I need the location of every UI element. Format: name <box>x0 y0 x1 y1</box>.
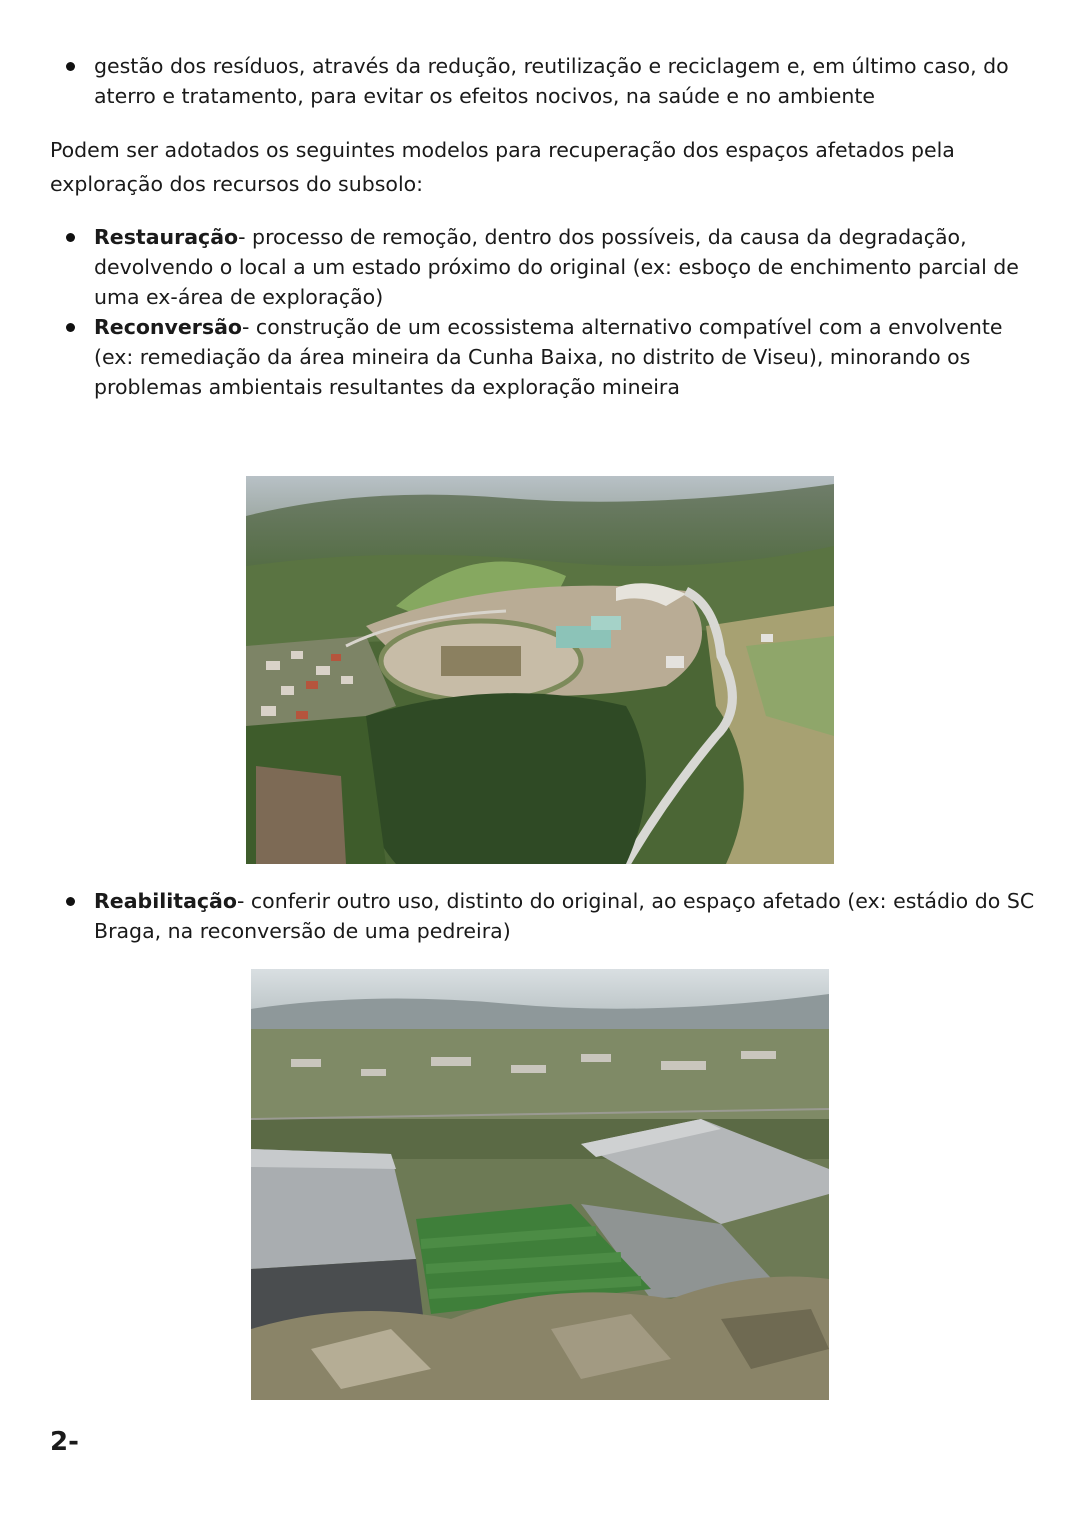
model-term: Restauração <box>94 225 239 249</box>
model-description: - conferir outro uso, distinto do original, ao espaço afetado (ex: estádio do SC Braga, na reconversão de uma pedreira) <box>94 889 1035 943</box>
recovery-models-list-continued <box>66 886 1036 946</box>
list-item-reconversao <box>66 312 1036 402</box>
intro-paragraph: Podem ser adotados os seguintes modelos para recuperação dos espaços afetados pela exploração dos recursos do subsolo: <box>50 138 955 196</box>
bullet-dot-icon <box>66 897 75 906</box>
braga-stadium-photo <box>251 969 829 1400</box>
model-term: Reconversão <box>94 315 243 339</box>
model-description: - processo de remoção, dentro dos possíveis, da causa da degradação, devolvendo o local a um estado próximo do original (ex: esboço de enchimento parcial de uma ex-área de exploração) <box>94 225 1019 309</box>
list-item-reabilitacao <box>66 886 1036 946</box>
model-term: Reabilitação <box>94 889 237 913</box>
bullet-text: gestão dos resíduos, através da redução, reutilização e reciclagem e, em último caso, do aterro e tratamento, para evitar os efeitos nocivos, na saúde e no ambiente <box>94 54 1009 108</box>
mining-area-aerial-photo <box>246 476 834 864</box>
recovery-models-list <box>66 222 1036 402</box>
page-number: 2- <box>50 1427 79 1457</box>
list-item <box>66 51 1036 111</box>
bullet-dot-icon <box>66 233 75 242</box>
list-item-restauracao <box>66 222 1036 312</box>
bullet-dot-icon <box>66 323 75 332</box>
bullet-dot-icon <box>66 62 75 71</box>
model-description: - construção de um ecossistema alternativo compatível com a envolvente (ex: remediação da área mineira da Cunha Baixa, no distrito de Viseu), minorando os problemas ambientais resultantes da exploração mineira <box>94 315 1003 399</box>
waste-management-list <box>66 51 1036 111</box>
